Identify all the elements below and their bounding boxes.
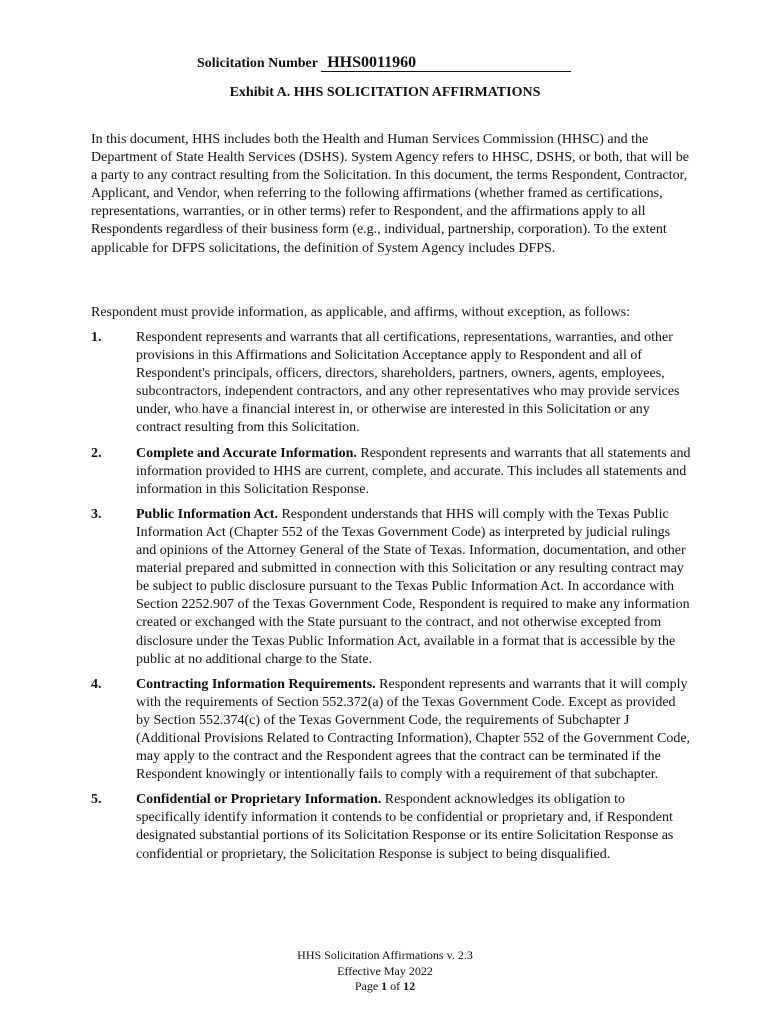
item-body	[136, 791, 691, 863]
footer-effective-date: Effective May 2022	[337, 963, 433, 978]
solicitation-number-field: HHS0011960	[321, 54, 571, 72]
item-number: 4.	[91, 676, 102, 692]
affirmation-item-4	[91, 676, 691, 785]
item-heading: Contracting Information Requirements.	[136, 676, 376, 692]
item-body	[136, 506, 691, 669]
item-heading: Public Information Act.	[136, 506, 278, 522]
item-text: Respondent represents and warrants that all certifications, representations, warranties, and other provisions in this Affirmations and Solicitation Acceptance apply to Respondent and all of Respondent's principals, officers, directors, shareholders, partners, owners, agents, employees, subcontractors, independent contractors, and any other representatives who may provide services under, who have a financial interest in, or otherwise are interested in this Solicitation or any contract resulting from this Solicitation.	[136, 330, 680, 436]
page-total: 12	[403, 979, 416, 993]
intro-paragraph: In this document, HHS includes both the Health and Human Services Commission (HHSC) and the Department of State Health Services (DSHS). System Agency refers to HHSC, DSHS, or both, that will be a party to any contract resulting from the Solicitation. In this document, the terms Respondent, Contractor, Applicant, and Vendor, when referring to the following affirmations (whether framed as certifications, representations, warranties, or in other terms) refer to Respondent, and the affirmations apply to all Respondents regardless of their business form (e.g., individual, partnership, corporation). To the extent applicable for DFPS solicitations, the definition of System Agency includes DFPS.	[91, 132, 690, 256]
footer-version: HHS Solicitation Affirmations v. 2.3	[297, 948, 473, 962]
page-label: Page	[354, 979, 379, 993]
page-footer	[0, 948, 770, 995]
solicitation-line	[197, 54, 571, 72]
item-number: 5.	[91, 792, 102, 808]
item-number: 2.	[91, 445, 102, 461]
item-text: Respondent acknowledges its obligation to specifically identify information it contends to be confidential or proprietary and, if Respondent designated substantial portions of its Solicitation Response or its entire Solicitation Response as confidential or proprietary, the Solicitation Response is subject to being disqualified.	[136, 792, 674, 862]
affirmations-list	[91, 329, 691, 871]
item-body	[136, 329, 691, 438]
page-indicator	[0, 979, 770, 995]
item-number: 1.	[91, 330, 102, 345]
page-of: of	[390, 979, 401, 993]
page-current: 1	[381, 979, 388, 993]
item-number: 3.	[91, 506, 102, 522]
item-text: Respondent represents and warrants that all statements and information provided to HHS are current, complete, and accurate. This includes all statements and information in this Solicitation Response.	[136, 445, 691, 497]
affirmation-item-2	[91, 445, 691, 499]
exhibit-title: Exhibit A. HHS SOLICITATION AFFIRMATIONS	[229, 85, 541, 100]
affirmation-item-1	[91, 329, 691, 438]
item-body	[136, 445, 691, 499]
affirmation-item-5	[91, 791, 691, 863]
item-heading: Complete and Accurate Information.	[136, 445, 357, 461]
affirmation-item-3	[91, 506, 691, 669]
lead-sentence: Respondent must provide information, as applicable, and affirms, without exception, as follows:	[91, 305, 631, 320]
item-text: Respondent understands that HHS will comply with the Texas Public Information Act (Chapter 552 of the Texas Government Code) as interpreted by judicial rulings and opinions of the Attorney General of the State of Texas. Information, documentation, and other material prepared and submitted in connection with this Solicitation or any resulting contract may be subject to public disclosure pursuant to the Texas Public Information Act. In accordance with Section 2252.907 of the Texas Government Code, Respondent is required to make any information created or exchanged with the State pursuant to the contract, and not otherwise excepted from disclosure under the Texas Public Information Act, available in a format that is accessible by the public at no additional charge to the State.	[136, 506, 690, 667]
solicitation-label: Solicitation Number	[197, 56, 318, 71]
item-body	[136, 676, 691, 785]
item-text: Respondent represents and warrants that it will comply with the requirements of Section 552.372(a) of the Texas Government Code. Except as provided by Section 552.374(c) of the Texas Government Code, the requirements of Subchapter J (Additional Provisions Related to Contracting Information), Chapter 552 of the Government Code, may apply to the contract and the Respondent agrees that the contract can be terminated if the Respondent knowingly or intentionally fails to comply with a requirement of that subchapter.	[136, 676, 691, 783]
item-heading: Confidential or Proprietary Information.	[136, 792, 382, 808]
